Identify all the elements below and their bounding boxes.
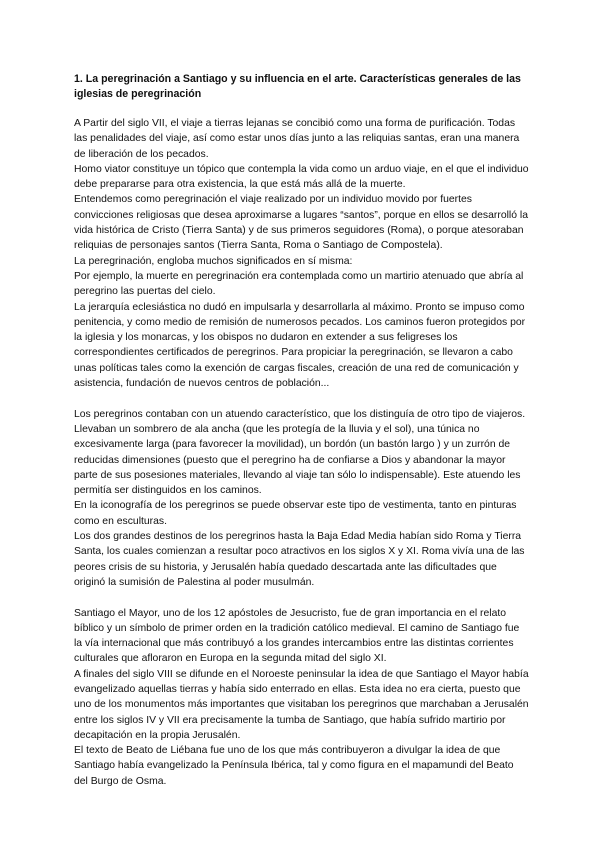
paragraph: Los dos grandes destinos de los peregrinos hasta la Baja Edad Media habían sido Roma y Tierra Santa, los cuales comienzan a resultar poco atractivos en los siglos X y XI. Roma vivía una de las peores crisis de su historia, y Jerusalén había quedado descartada ante las dificultades que originó la sumisión de Palestina al poder musulmán. bbox=[74, 531, 525, 588]
section-2 bbox=[74, 407, 530, 591]
section-1 bbox=[74, 116, 530, 391]
paragraph-spacer bbox=[74, 391, 530, 406]
paragraph: La jerarquía eclesiástica no dudó en impulsarla y desarrollarla al máximo. Pronto se impuso como penitencia, y como medio de remisión de numerosos pecados. Los caminos fueron protegidos por la iglesia y los monarcas, y los obispos no dudaron en extender a sus feligreses los correspondientes certificados de peregrinos. Para propiciar la peregrinación, se llevaron a cabo unas políticas tales como la exención de cargas fiscales, creación de una red de comunicación y asistencia, fundación de nuevos centros de población... bbox=[74, 301, 526, 390]
paragraph: Santiago el Mayor, uno de los 12 apóstoles de Jesucristo, fue de gran importancia en el relato bíblico y un símbolo de primer orden en la tradición católico medieval. El camino de Santiago fue la vía internacional que más contribuyó a los grandes intercambios entre las distintas corrientes culturales que afloraron en Europa en la segunda mitad del siglo XI. bbox=[74, 607, 520, 665]
paragraph: La peregrinación, engloba muchos significados en sí misma: bbox=[74, 255, 353, 267]
paragraph: Entendemos como peregrinación el viaje realizado por un individuo movido por fuertes convicciones religiosas que desea aproximarse a lugares “santos”, porque en ellos se desarrolló la vida histórica de Cristo (Tierra Santa) y de sus primeros seguidores (Roma), o porque atesoraban reliquias de personajes santos (Tierra Santa, Roma o Santiago de Compostela). bbox=[74, 194, 528, 252]
section-3 bbox=[74, 606, 530, 790]
paragraph: Homo viator constituye un tópico que contempla la vida como un arduo viaje, en el que el individuo debe prepararse para otra existencia, la que está más allá de la muerte. bbox=[74, 163, 529, 191]
paragraph-spacer bbox=[74, 590, 530, 605]
paragraph: A Partir del siglo VII, el viaje a tierras lejanas se concibió como una forma de purificación. Todas las penalidades del viaje, así como estar unos días junto a las reliquias santas, eran una manera de liberación de los pecados. bbox=[74, 118, 520, 160]
document-page bbox=[74, 72, 530, 789]
paragraph: A finales del siglo VIII se difunde en el Noroeste peninsular la idea de que Santiago el Mayor había evangelizado aquellas tierras y había sido enterrado en ellas. Esta idea no era cierta, puesto que uno de los monumentos más importantes que visitaban los peregrinos que marchaban a Jerusalén entre los siglos IV y VII era precisamente la tumba de Santiago, que había sufrido martirio por decapitación en la propia Jerusalén. bbox=[74, 668, 529, 741]
paragraph: El texto de Beato de Liébana fue uno de los que más contribuyeron a divulgar la idea de que Santiago había evangelizado la Península Ibérica, tal y como figura en el mapamundi del Beato del Burgo de Osma. bbox=[74, 745, 514, 787]
document-title: 1. La peregrinación a Santiago y su influencia en el arte. Características generales de las iglesias de peregrinación bbox=[74, 73, 521, 100]
paragraph: En la iconografía de los peregrinos se puede observar este tipo de vestimenta, tanto en pinturas como en esculturas. bbox=[74, 500, 517, 527]
paragraph: Los peregrinos contaban con un atuendo característico, que los distinguía de otro tipo de viajeros. Llevaban un sombrero de ala ancha (que les protegía de la lluvia y el sol), una túnica no excesivamente larga (para favorecer la movilidad), un bordón (un bastón largo ) y un zurrón de reducidas dimensiones (puesto que el peregrino ha de confiarse a Dios y abandonar la mayor parte de sus posesiones materiales, llevando al viaje tan sólo lo indispensable). Este atuendo les permitía ser distinguidos en los caminos. bbox=[74, 408, 526, 497]
paragraph: Por ejemplo, la muerte en peregrinación era contemplada como un martirio atenuado que abría al peregrino las puertas del cielo. bbox=[74, 270, 524, 298]
